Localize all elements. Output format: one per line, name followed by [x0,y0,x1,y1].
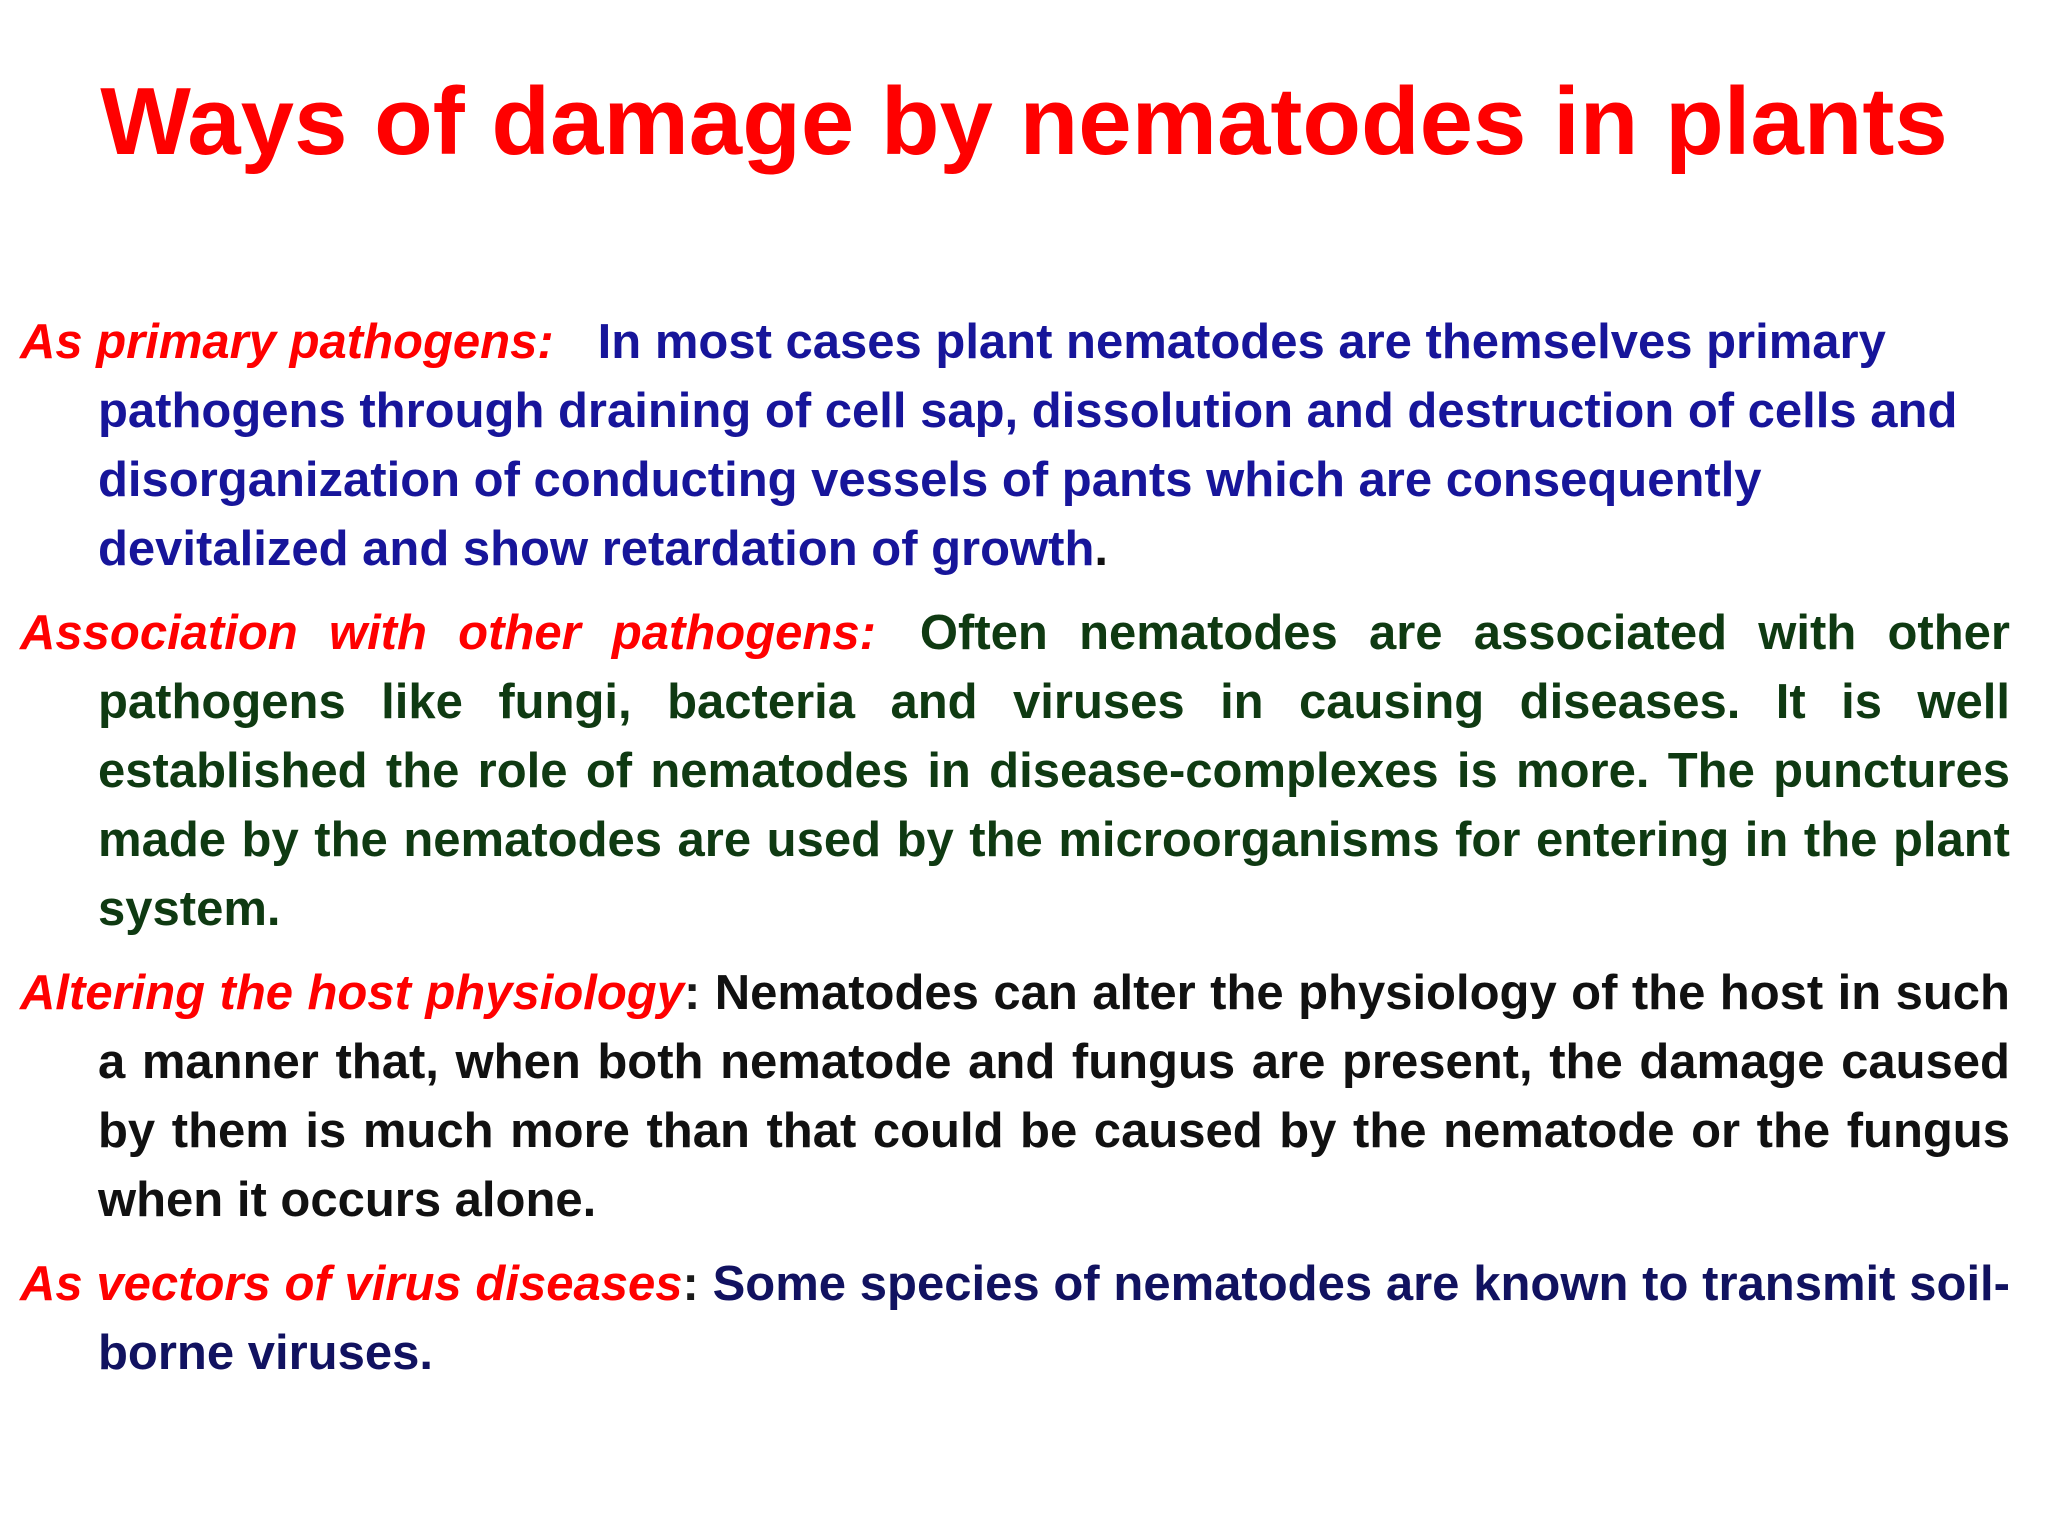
paragraph-heading: Altering the host physiology [20,966,684,1020]
slide-body [20,308,2010,1403]
paragraph-virus-vectors [20,1250,2010,1388]
paragraph-separator: : [684,966,701,1020]
paragraph-body: In most cases plant nematodes are themselves primary pathogens through draining of cell sap, dissolution and destruction of cells and disorganization of conducting vessels of pants which are consequently devitalized and show retardation of growth [98,315,1958,576]
paragraph-heading: As vectors of virus diseases [20,1257,683,1311]
slide-title: Ways of damage by nematodes in plants [100,68,1948,175]
paragraph-heading: As primary pathogens: [20,315,554,369]
paragraph-association [20,599,2010,944]
paragraph-host-physiology [20,959,2010,1235]
paragraph-body: Nematodes can alter the physiology of the host in such a manner that, when both nematode and fungus are present, the damage caused by them is much more than that could be caused by the nematode or the fungus when it occurs alone. [98,966,2010,1227]
paragraph-heading: Association with other pathogens: [20,606,876,660]
paragraph-trailing: . [1094,522,1109,576]
paragraph-body: Some species of nematodes are known to transmit soil-borne viruses. [98,1257,2010,1380]
paragraph-body: Often nematodes are associated with other pathogens like fungi, bacteria and viruses in causing diseases. It is well established the role of nematodes in disease-complexes is more. The punctures made by the nematodes are used by the microorganisms for entering in the plant system. [98,606,2010,936]
paragraph-primary-pathogens [20,308,2010,584]
paragraph-separator: : [682,1257,699,1311]
